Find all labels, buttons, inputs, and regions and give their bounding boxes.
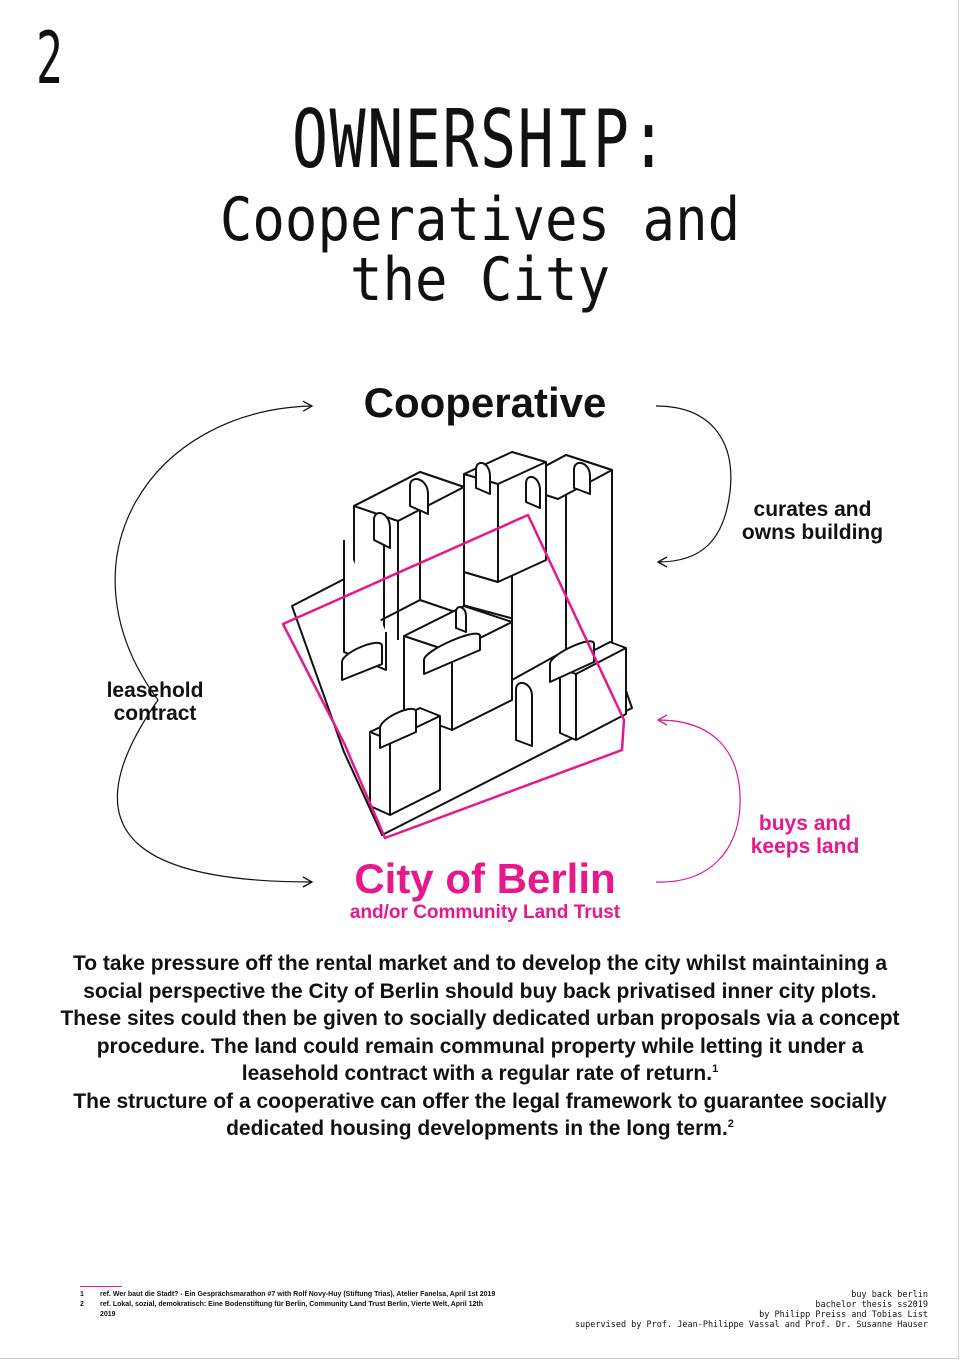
curates-line-2: owns building xyxy=(741,521,884,545)
title-sub-line-1: Cooperatives and xyxy=(219,185,741,255)
footnote-2-number: 2 xyxy=(80,1301,84,1308)
footnote-1 xyxy=(80,1290,500,1300)
body-paragraph-2 xyxy=(60,1005,900,1088)
leasehold-line-2: contract xyxy=(113,702,197,726)
leasehold-arrow-top xyxy=(115,406,312,700)
curates-owns-label xyxy=(725,498,900,544)
footnote-ref-2: 2 xyxy=(727,1118,734,1130)
title-sub-line-2: the City xyxy=(349,245,611,315)
page-number: 2 xyxy=(36,16,63,100)
leasehold-contract-label xyxy=(70,679,240,725)
footnote-1-text: ref. Wer baut die Stadt? - Ein Gesprächsmarathon #7 with Rolf Novy-Huy (Stiftung Trias), Atelier Fanelsa, April 1st 2019 xyxy=(100,1291,496,1298)
city-of-berlin-label: City of Berlin xyxy=(354,855,616,902)
body-text xyxy=(60,950,900,1143)
community-land-trust-label: and/or Community Land Trust xyxy=(349,902,621,923)
footnotes xyxy=(80,1290,500,1320)
body-paragraph-3-text: The structure of a cooperative can offer the legal framework to guarantee socially dedicated housing developments in the long term. xyxy=(73,1089,887,1140)
credits-authors: by Philipp Preiss and Tobias List xyxy=(759,1310,928,1320)
credits-thesis: bachelor thesis ss2019 xyxy=(815,1300,928,1310)
body-paragraph-2-text: These sites could then be given to socially dedicated urban proposals via a concept procedure. The land could remain communal property while letting it under a leasehold contract with a regular rate of return. xyxy=(60,1007,900,1085)
cooperative-label: Cooperative xyxy=(363,379,607,426)
buildings-isometric xyxy=(292,452,632,835)
footnote-2-text: ref. Lokal, sozial, demokratisch: Eine Bodenstiftung für Berlin, Community Land Trust Berlin, Vierte Welt, April 12th 2019 xyxy=(100,1301,483,1318)
footnote-2 xyxy=(80,1300,500,1320)
credits xyxy=(575,1290,928,1330)
curates-line-1: curates and xyxy=(753,498,872,521)
title-block xyxy=(0,93,960,315)
footnote-divider xyxy=(80,1286,122,1287)
leasehold-line-1: leasehold xyxy=(106,679,204,702)
footnote-1-number: 1 xyxy=(80,1291,84,1298)
title-main: OWNERSHIP: xyxy=(291,93,669,186)
credits-supervisors: supervised by Prof. Jean-Philippe Vassal and Prof. Dr. Susanne Hauser xyxy=(574,1320,928,1330)
buys-line-2: keeps land xyxy=(750,835,860,859)
leasehold-arrow-bottom xyxy=(117,700,312,882)
credits-project: buy back berlin xyxy=(851,1290,928,1300)
buys-line-1: buys and xyxy=(758,812,852,835)
body-paragraph-3 xyxy=(60,1088,900,1143)
curates-arrow xyxy=(656,406,731,562)
footnote-ref-1: 1 xyxy=(712,1063,719,1075)
body-paragraph-1: To take pressure off the rental market and to develop the city whilst maintaining a social perspective the City of Berlin should buy back privatised inner city plots. xyxy=(72,952,888,1003)
buys-keeps-label xyxy=(725,812,885,858)
